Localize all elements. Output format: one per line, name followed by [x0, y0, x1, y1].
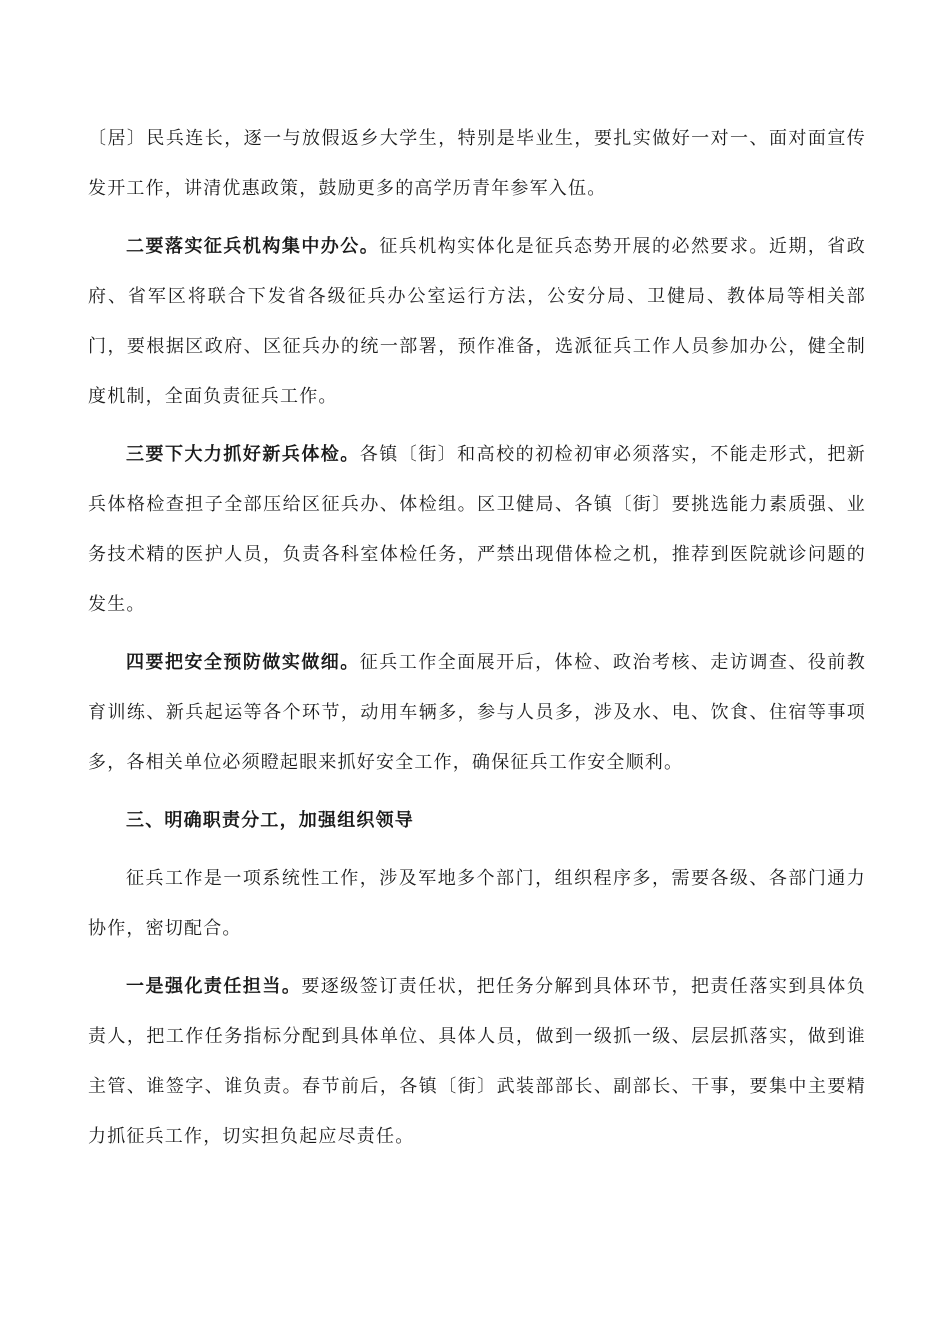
paragraph-1 — [88, 114, 866, 214]
document-body — [88, 114, 866, 1162]
paragraph-2-lead: 二要落实征兵机构集中办公。 — [126, 236, 380, 257]
paragraph-4-text: 征兵工作全面展开后，体检、政治考核、走访调查、役前教育训练、新兵起运等各个环节，动用车辆多，参与人员多，涉及水、电、饮食、住宿等事项多，各相关单位必须瞪起眼来抓好安全工作，确保征兵工作安全顺利。 — [88, 652, 866, 773]
paragraph-3 — [88, 430, 866, 630]
paragraph-4-lead: 四要把安全预防做实做细。 — [126, 652, 360, 673]
paragraph-3-text: 各镇〔街〕和高校的初检初审必须落实，不能走形式，把新兵体格检查担子全部压给区征兵办、体检组。区卫健局、各镇〔街〕要挑选能力素质强、业务技术精的医护人员，负责各科室体检任务，严禁出现借体检之机，推荐到医院就诊问题的发生。 — [88, 444, 866, 615]
paragraph-2-text: 征兵机构实体化是征兵态势开展的必然要求。近期，省政府、省军区将联合下发省各级征兵办公室运行方法，公安分局、卫健局、教体局等相关部门，要根据区政府、区征兵办的统一部署，预作准备，选派征兵工作人员参加办公，健全制度机制，全面负责征兵工作。 — [88, 236, 866, 407]
section-heading-3-text: 三、明确职责分工，加强组织领导 — [126, 810, 414, 831]
paragraph-7-text: 要逐级签订责任状，把任务分解到具体环节，把责任落实到具体负责人，把工作任务指标分配到具体单位、具体人员，做到一级抓一级、层层抓落实，做到谁主管、谁签字、谁负责。春节前后，各镇〔街〕武装部部长、副部长、干事，要集中主要精力抓征兵工作，切实担负起应尽责任。 — [88, 976, 866, 1147]
paragraph-1-text: 〔居〕民兵连长，逐一与放假返乡大学生，特别是毕业生，要扎实做好一对一、面对面宣传发开工作，讲清优惠政策，鼓励更多的高学历青年参军入伍。 — [88, 128, 866, 199]
paragraph-7 — [88, 962, 866, 1162]
paragraph-6 — [88, 854, 866, 954]
paragraph-3-lead: 三要下大力抓好新兵体检。 — [126, 444, 360, 465]
paragraph-2 — [88, 222, 866, 422]
paragraph-6-text: 征兵工作是一项系统性工作，涉及军地多个部门，组织程序多，需要各级、各部门通力协作，密切配合。 — [88, 868, 866, 939]
section-heading-3 — [88, 796, 866, 846]
paragraph-4 — [88, 638, 866, 788]
paragraph-7-lead: 一是强化责任担当。 — [126, 976, 302, 997]
